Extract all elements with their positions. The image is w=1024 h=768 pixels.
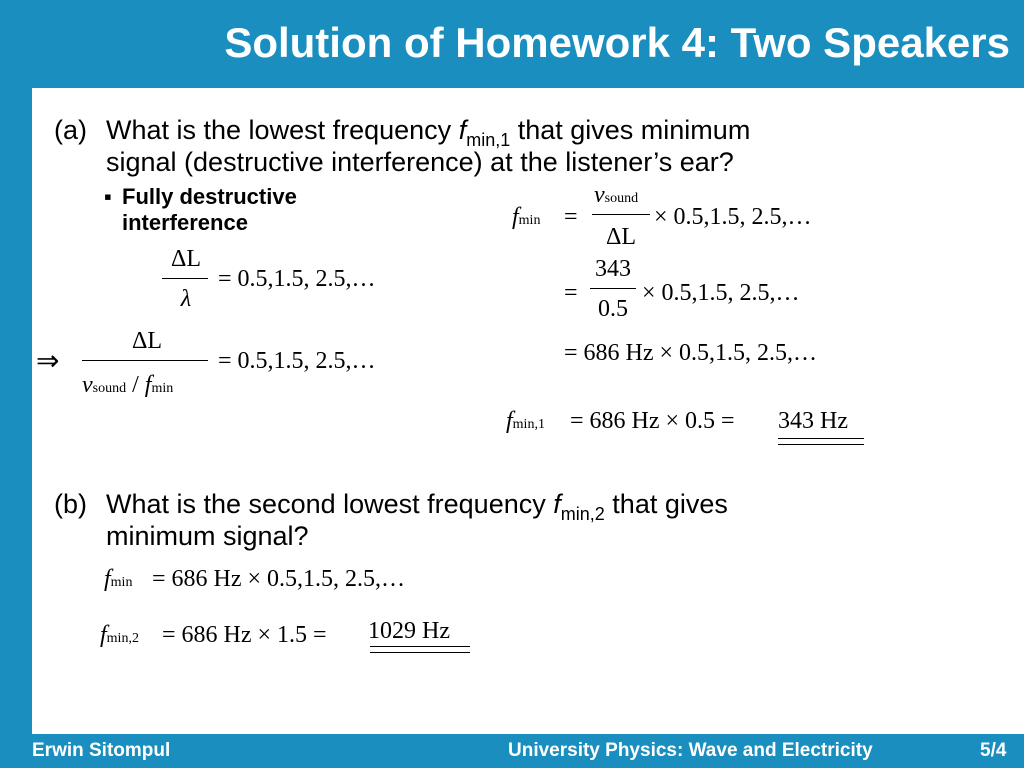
part-a-sub: min,1 — [466, 130, 511, 150]
part-a-label: (a) — [54, 115, 87, 145]
den2-f: f — [144, 372, 152, 398]
eq-b-line2: = 686 Hz × 1.5 = — [162, 622, 327, 648]
eq-right-den2: 0.5 — [598, 296, 628, 322]
eq-b-fsub2: min,2 — [106, 631, 139, 646]
footer — [0, 734, 1024, 768]
eq-right-times1: × 0.5,1.5, 2.5,… — [654, 204, 812, 230]
eq-right-f1 — [506, 408, 545, 435]
eq-b-f1-sym: f — [104, 566, 111, 592]
eq-left-rhs2: = 0.5,1.5, 2.5,… — [218, 348, 376, 374]
part-a-line1-post: that gives minimum — [517, 115, 751, 145]
content-panel — [32, 88, 1024, 734]
part-a-line2: signal (destructive interference) at the listener’s ear? — [106, 147, 734, 177]
eq-b-line1: = 686 Hz × 0.5,1.5, 2.5,… — [152, 566, 406, 592]
den2-vsub: sound — [92, 381, 127, 396]
eq-b-f2 — [100, 622, 139, 649]
footer-course: University Physics: Wave and Electricity — [508, 740, 873, 761]
slide-title: Solution of Homework 4: Two Speakers — [224, 19, 1010, 66]
eq-b-result: 1029 Hz — [368, 618, 450, 644]
eq-b-f2-sym: f — [100, 622, 107, 648]
eq-right-f1-sym: f — [506, 408, 513, 434]
bullet-line1: Fully destructive — [122, 184, 297, 209]
result-b-underline — [370, 646, 470, 653]
eq-right-eq1: = — [564, 204, 578, 230]
implies-icon: ⇒ — [36, 346, 60, 377]
part-b-line1-post: that gives — [612, 489, 728, 519]
eq-right-times2: × 0.5,1.5, 2.5,… — [642, 280, 800, 306]
eq-right-f-sym: f — [512, 204, 519, 230]
eq-right-result: 343 Hz — [778, 408, 848, 434]
part-b-f: f — [553, 489, 561, 519]
den2-slash: / — [132, 372, 139, 398]
part-a-f: f — [458, 115, 467, 145]
eq-right-bar2 — [590, 288, 636, 289]
eq-right-eq2: = — [564, 280, 578, 306]
eq-right-bar1 — [592, 214, 650, 215]
eq-left-bar1 — [162, 278, 208, 279]
eq-left-rhs1: = 0.5,1.5, 2.5,… — [218, 266, 376, 292]
eq-left-num1: ΔL — [170, 246, 202, 272]
eq-right-f — [512, 204, 540, 231]
part-b-sub: min,2 — [560, 504, 605, 524]
footer-page: 5/4 — [980, 740, 1007, 761]
bullet-line2: interference — [122, 210, 248, 235]
den2-v: v — [82, 372, 93, 398]
eq-right-line4: = 686 Hz × 0.5 = — [570, 408, 735, 434]
eq-right-num1 — [594, 182, 638, 209]
num1-vsub: sound — [604, 191, 639, 206]
den2-fsub: min — [151, 381, 174, 396]
eq-right-fsub: min — [518, 213, 541, 228]
eq-right-den1: ΔL — [605, 224, 637, 250]
num1-v: v — [594, 182, 605, 208]
eq-left-bar2 — [82, 360, 208, 361]
footer-author: Erwin Sitompul — [32, 740, 171, 761]
eq-right-line3: = 686 Hz × 0.5,1.5, 2.5,… — [564, 340, 818, 366]
part-b-label: (b) — [54, 489, 87, 519]
part-b-line2: minimum signal? — [106, 521, 309, 551]
part-b-line1-pre: What is the second lowest frequency — [106, 489, 546, 519]
eq-b-f1 — [104, 566, 132, 593]
part-a-line1-pre: What is the lowest frequency — [106, 115, 452, 145]
eq-left-den1: λ — [180, 286, 192, 312]
eq-left-num2: ΔL — [131, 328, 163, 354]
eq-right-num2: 343 — [595, 256, 631, 282]
bullet-icon: ▪ — [104, 184, 112, 209]
result-a-underline — [778, 438, 864, 445]
eq-left-den2 — [82, 372, 173, 399]
eq-right-f1sub: min,1 — [512, 417, 545, 432]
eq-b-fsub1: min — [110, 575, 133, 590]
